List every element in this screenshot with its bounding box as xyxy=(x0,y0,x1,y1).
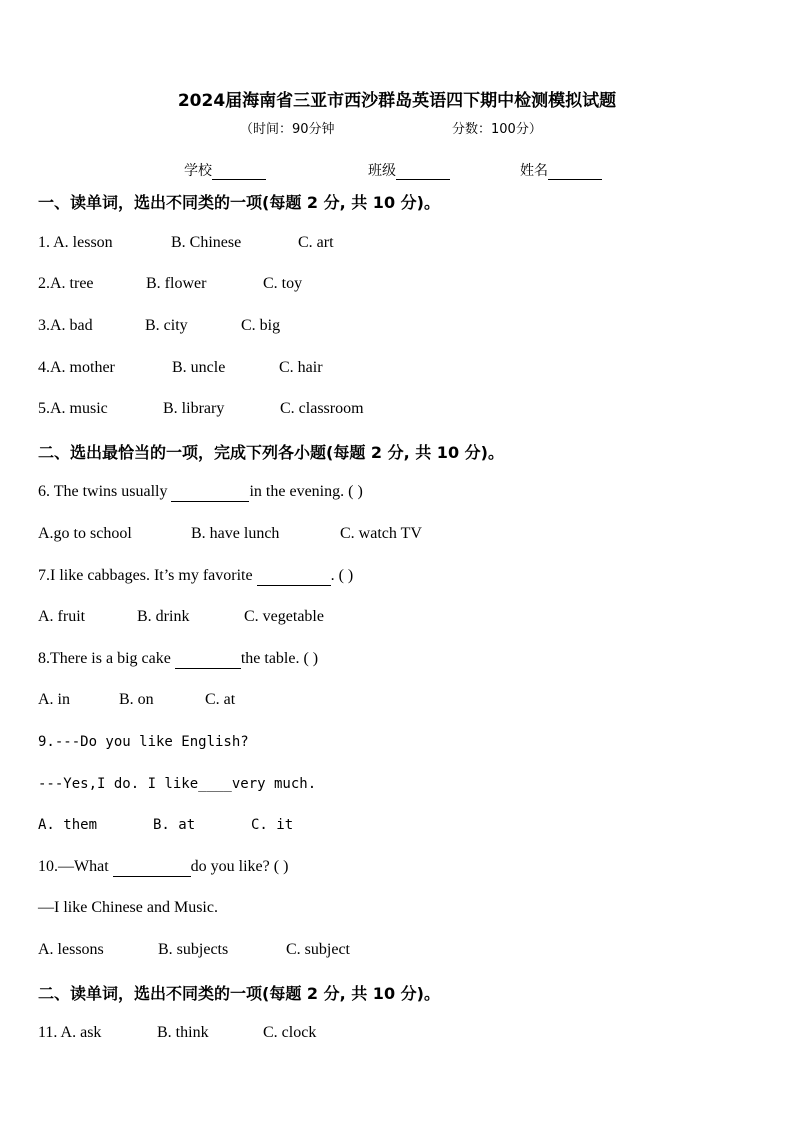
q11-option-a-text: A. ask xyxy=(60,1024,102,1041)
q7-option-a: A. fruit xyxy=(38,608,86,625)
q2-option-a xyxy=(38,274,94,294)
q11-option-a xyxy=(38,1023,101,1043)
name-blank xyxy=(548,165,602,180)
q5-option-a xyxy=(38,399,108,419)
question-8-stem xyxy=(38,649,318,669)
q4-number: 4. xyxy=(38,359,50,376)
school-field xyxy=(184,160,266,180)
q3-option-b: B. city xyxy=(145,317,188,334)
exam-time: （时间：90分钟 xyxy=(240,122,335,137)
q10-option-c: C. subject xyxy=(286,941,350,958)
name-label: 姓名 xyxy=(520,163,548,179)
q9-option-a: A. them xyxy=(38,817,98,833)
q8-stem-end: the table. ( ) xyxy=(240,650,319,667)
q5-option-a-text: A. music xyxy=(50,400,108,417)
q9-option-b: B. at xyxy=(153,817,196,833)
section-heading-3: 二、读单词，选出不同类的一项(每题 2 分, 共 10 分)。 xyxy=(38,984,440,1003)
q1-option-b: B. Chinese xyxy=(171,234,242,251)
q6-option-b: B. have lunch xyxy=(191,525,280,542)
class-label: 班级 xyxy=(368,163,396,179)
q1-option-a-text: A. lesson xyxy=(53,234,113,251)
q8-option-a: A. in xyxy=(38,691,70,708)
q7-stem-end: . ( ) xyxy=(330,567,354,584)
q4-option-b: B. uncle xyxy=(172,359,226,376)
q4-option-a xyxy=(38,358,115,378)
question-10-answer: —I like Chinese and Music. xyxy=(38,899,218,916)
q10-stem-start: 10.—What xyxy=(38,858,113,875)
question-9-line-1: 9.---Do you like English? xyxy=(38,734,249,750)
question-6-stem xyxy=(38,482,363,502)
q5-option-b: B. library xyxy=(163,400,225,417)
q8-stem-start: 8.There is a big cake xyxy=(38,650,175,667)
q3-option-a-text: A. bad xyxy=(50,317,93,334)
question-9-line-2: ---Yes,I do. I like____very much. xyxy=(38,776,317,792)
q8-answer-blank xyxy=(175,652,241,669)
q1-option-a xyxy=(38,233,113,253)
q2-option-c: C. toy xyxy=(263,275,303,292)
q11-option-c: C. clock xyxy=(263,1024,317,1041)
exam-score: 分数：100分） xyxy=(452,122,542,137)
name-field xyxy=(520,160,602,180)
q5-number: 5. xyxy=(38,400,50,417)
question-10-stem xyxy=(38,857,288,877)
q4-option-c: C. hair xyxy=(279,359,323,376)
q10-stem-end: do you like? ( ) xyxy=(190,858,289,875)
q11-number: 11. xyxy=(38,1024,61,1041)
q7-stem-start: 7.I like cabbages. It’s my favorite xyxy=(38,567,257,584)
q7-answer-blank xyxy=(257,569,331,586)
q10-answer-blank xyxy=(113,860,191,877)
q2-option-b: B. flower xyxy=(146,275,207,292)
q7-option-b: B. drink xyxy=(137,608,190,625)
q6-option-a: A.go to school xyxy=(38,525,132,542)
q9-option-c: C. it xyxy=(251,817,294,833)
q1-number: 1. xyxy=(38,234,54,251)
q10-option-b: B. subjects xyxy=(158,941,229,958)
q7-option-c: C. vegetable xyxy=(244,608,324,625)
q2-option-a-text: A. tree xyxy=(50,275,94,292)
question-7-stem xyxy=(38,566,353,586)
q6-stem-start: 6. The twins usually xyxy=(38,483,172,500)
q6-answer-blank xyxy=(171,485,249,502)
q6-option-c: C. watch TV xyxy=(340,525,422,542)
q5-option-c: C. classroom xyxy=(280,400,364,417)
q8-option-b: B. on xyxy=(119,691,154,708)
q4-option-a-text: A. mother xyxy=(50,359,115,376)
q3-number: 3. xyxy=(38,317,50,334)
q8-option-c: C. at xyxy=(205,691,236,708)
q3-option-a xyxy=(38,316,93,336)
class-blank xyxy=(396,165,450,180)
exam-title: 2024届海南省三亚市西沙群岛英语四下期中检测模拟试题 xyxy=(177,91,617,111)
school-blank xyxy=(212,165,266,180)
q3-option-c: C. big xyxy=(241,317,281,334)
section-heading-1: 一、读单词，选出不同类的一项(每题 2 分, 共 10 分)。 xyxy=(38,193,440,212)
q11-option-b: B. think xyxy=(157,1024,209,1041)
section-heading-2: 二、选出最恰当的一项，完成下列各小题(每题 2 分, 共 10 分)。 xyxy=(38,443,504,462)
q1-option-c: C. art xyxy=(298,234,334,251)
q6-stem-end: in the evening. ( ) xyxy=(249,483,363,500)
school-label: 学校 xyxy=(184,163,212,179)
class-field xyxy=(368,160,450,180)
q10-option-a: A. lessons xyxy=(38,941,104,958)
q2-number: 2. xyxy=(38,275,50,292)
